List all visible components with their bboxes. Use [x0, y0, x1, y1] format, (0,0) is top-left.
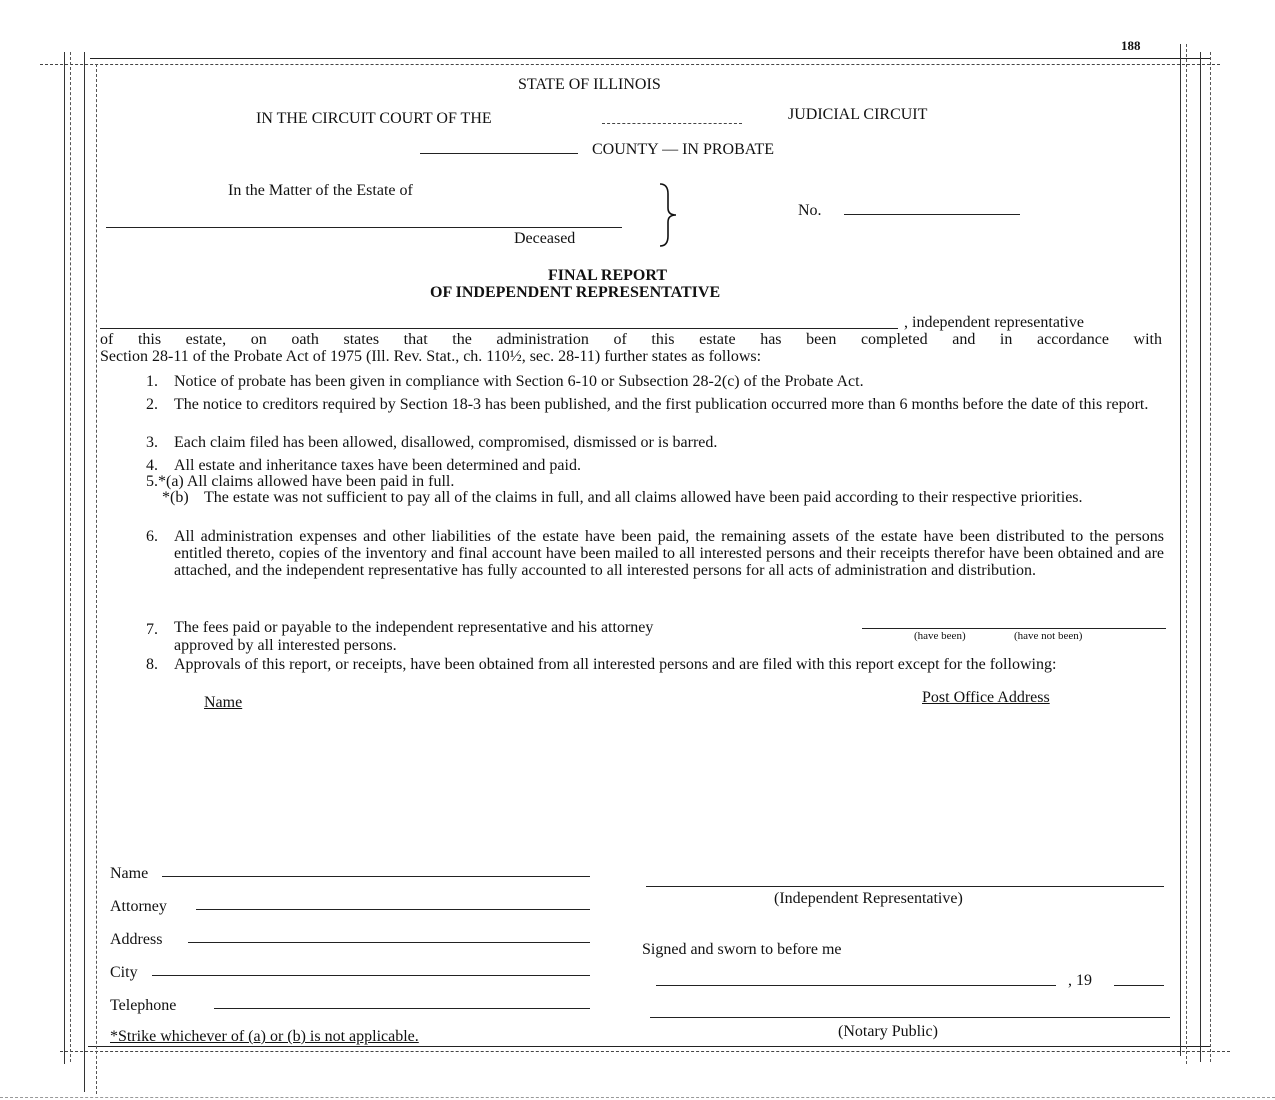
item-number: 4. — [146, 457, 158, 474]
attorney-name-blank — [162, 876, 590, 877]
court-heading: IN THE CIRCUIT COURT OF THE — [256, 110, 492, 127]
left-border-2 — [70, 52, 71, 1062]
judicial-circuit-label: JUDICIAL CIRCUIT — [788, 106, 928, 123]
intro-line-1: , independent representative — [904, 314, 1084, 331]
left-border — [64, 52, 65, 1064]
item-number: 3. — [146, 434, 158, 451]
caption-brace — [656, 182, 680, 248]
sworn-statement: Signed and sworn to before me — [642, 941, 842, 958]
item-5a: 5.*(a) All claims allowed have been paid in full. — [146, 473, 455, 490]
attorney-blank — [196, 909, 590, 910]
item-7-blank — [862, 628, 1166, 629]
city-label: City — [110, 964, 138, 981]
item-text: All estate and inheritance taxes have been determined and paid. — [174, 457, 581, 474]
bottom-border-line-2 — [88, 1046, 1210, 1047]
item-text: All administration expenses and other liabilities of the estate have been paid, the remaining assets of the estate have been distributed to the persons entitled thereto, copies of the inventory and final account have been mailed to all interested persons and their receipts therefor have been obtained and are attached, and the independent representative has fully accounted to all interested persons for all acts of administration and distribution. — [174, 528, 1164, 579]
item-text: Notice of probate has been given in compliance with Section 6-10 or Subsection 28-2(c) of the Probate Act. — [174, 373, 864, 390]
bottom-border-line — [60, 1051, 1230, 1052]
title-line-1: FINAL REPORT — [548, 267, 668, 284]
decedent-name-blank — [106, 227, 622, 228]
telephone-blank — [214, 1008, 590, 1009]
item-number: 8. — [146, 656, 158, 673]
item-2 — [146, 396, 1166, 432]
attorney-name-label: Name — [110, 865, 149, 882]
sworn-date-blank — [656, 985, 1056, 986]
representative-name-blank — [100, 328, 898, 329]
left-border-3 — [84, 52, 85, 1092]
item-8 — [146, 656, 1168, 692]
year-blank — [1114, 985, 1164, 986]
item-5b — [162, 489, 1166, 525]
right-border — [1180, 44, 1181, 1056]
name-column-header: Name — [204, 694, 243, 711]
footnote: *Strike whichever of (a) or (b) is not applicable. — [110, 1028, 419, 1045]
top-border-line — [40, 64, 1220, 65]
case-number-label: No. — [798, 202, 822, 219]
bottom-edge-line — [0, 1097, 1275, 1098]
item-7-number: 7. — [146, 621, 158, 638]
intro-line-3: Section 28-11 of the Probate Act of 1975 (Ill. Rev. Stat., ch. 110½, sec. 28-11) further states as follows: — [100, 348, 762, 365]
right-border-4 — [1210, 52, 1211, 1062]
title-line-2: OF INDEPENDENT REPRESENTATIVE — [430, 284, 721, 301]
representative-signature-line — [646, 886, 1164, 887]
county-blank — [420, 153, 578, 154]
city-blank — [152, 975, 590, 976]
deceased-label: Deceased — [514, 230, 576, 247]
address-column-header: Post Office Address — [922, 689, 1050, 706]
year-label: , 19 — [1068, 972, 1092, 989]
item-text: Each claim filed has been allowed, disallowed, compromised, dismissed or is barred. — [174, 434, 718, 451]
top-border-line-2 — [90, 58, 1210, 59]
item-number: 2. — [146, 396, 158, 413]
page-number: 188 — [1121, 38, 1141, 53]
right-border-3 — [1200, 52, 1201, 1062]
telephone-label: Telephone — [110, 997, 177, 1014]
county-heading: COUNTY — IN PROBATE — [592, 141, 775, 158]
representative-signature-label: (Independent Representative) — [774, 890, 963, 907]
item-3 — [146, 434, 1166, 454]
item-number: *(b) — [162, 489, 189, 506]
item-7-line-1: The fees paid or payable to the independent representative and his attorney — [174, 619, 654, 636]
case-number-blank — [844, 214, 1020, 215]
estate-matter-label: In the Matter of the Estate of — [228, 182, 413, 199]
intro-line-2: of this estate, on oath states that the administration of this estate has been completed and in accordance with — [100, 331, 1162, 348]
item-7-option-have-not-been: (have not been) — [1014, 630, 1083, 642]
right-border-2 — [1186, 44, 1187, 1064]
item-7-option-have-been: (have been) — [914, 630, 966, 642]
state-heading: STATE OF ILLINOIS — [518, 76, 661, 93]
item-6 — [146, 528, 1166, 616]
item-text: Approvals of this report, or receipts, have been obtained from all interested persons and are filed with this report except for the following: — [174, 656, 1057, 673]
notary-signature-line — [650, 1017, 1170, 1018]
address-label: Address — [110, 931, 163, 948]
notary-label: (Notary Public) — [838, 1023, 938, 1040]
item-1 — [146, 373, 1166, 393]
item-number: 6. — [146, 528, 158, 545]
circuit-blank — [602, 123, 742, 124]
left-border-4 — [96, 64, 97, 1094]
item-7-line-2: approved by all interested persons. — [174, 637, 397, 654]
item-text: The notice to creditors required by Section 18-3 has been published, and the first publication occurred more than 6 months before the date of this report. — [174, 396, 1149, 413]
attorney-label: Attorney — [110, 898, 167, 915]
address-blank — [188, 942, 590, 943]
item-text: The estate was not sufficient to pay all of the claims in full, and all claims allowed have been paid according to their respective priorities. — [204, 489, 1083, 506]
item-number: 1. — [146, 373, 158, 390]
